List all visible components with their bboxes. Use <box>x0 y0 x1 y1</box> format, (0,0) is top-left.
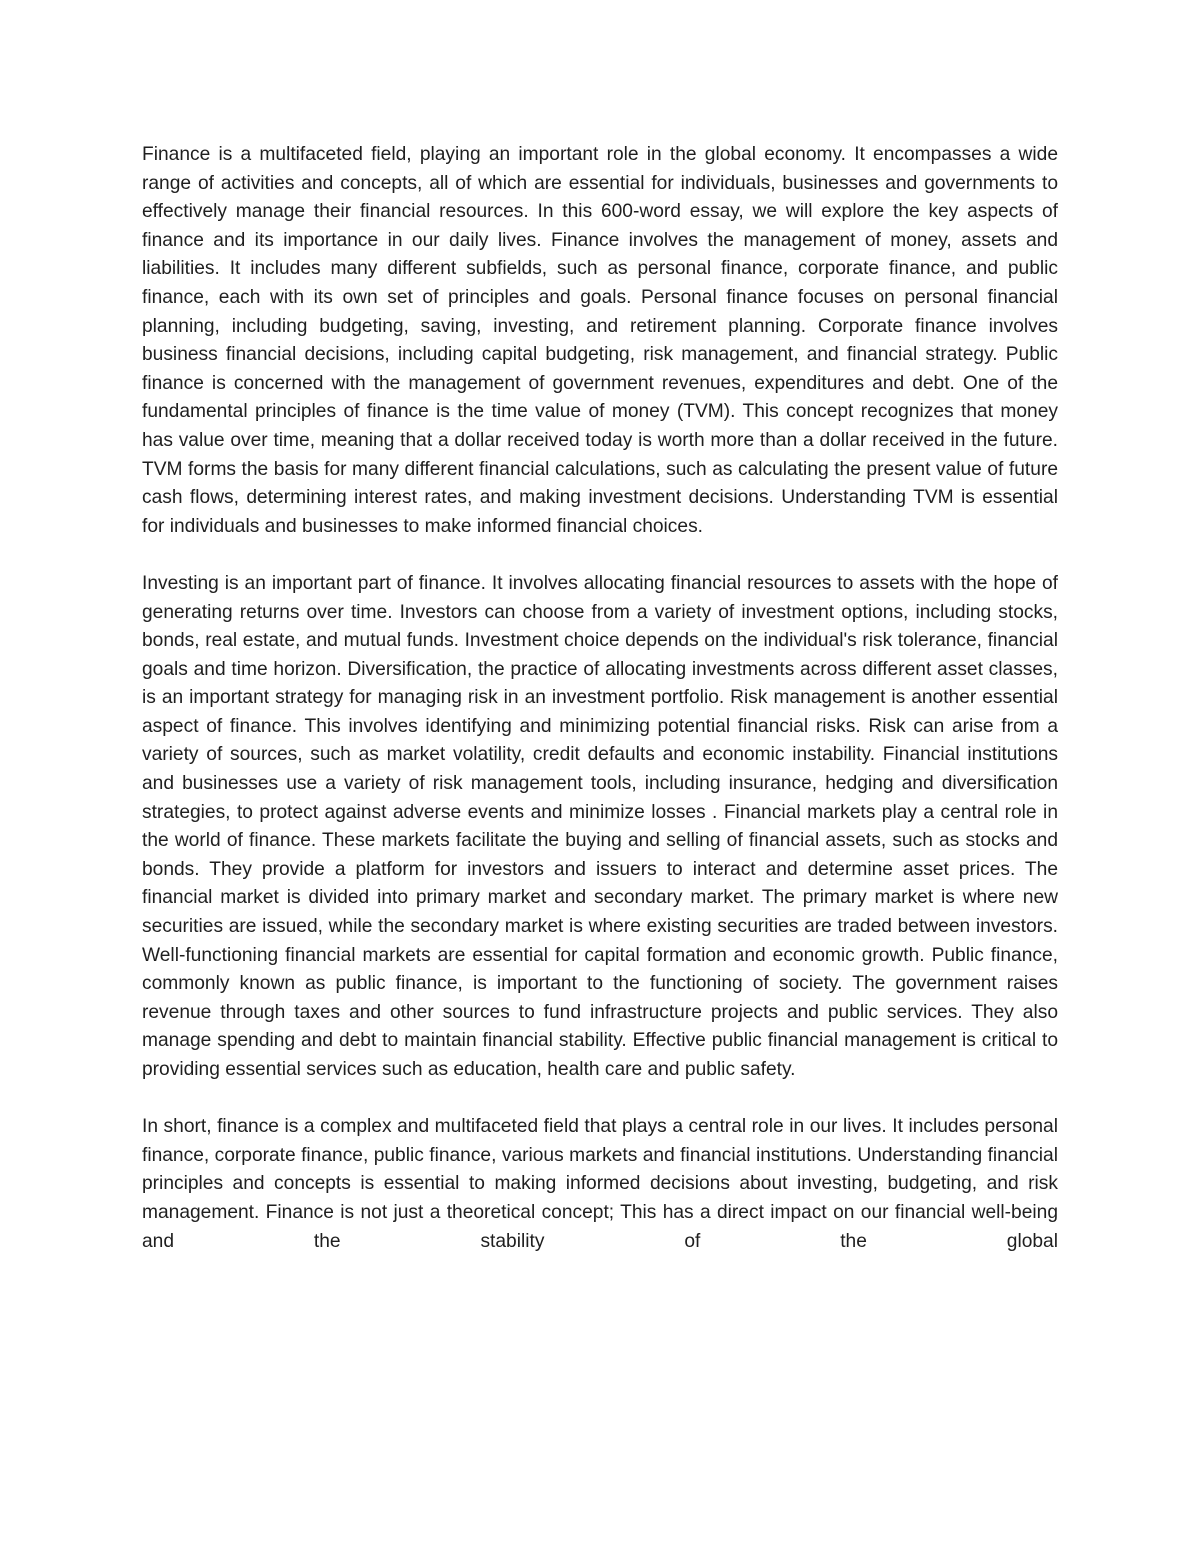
paragraph-investing: Investing is an important part of finance. It involves allocating financial resources to assets with the hope of generating returns over time. Investors can choose from a variety of investment options, including stocks, bonds, real estate, and mutual funds. Investment choice depends on the individual's risk tolerance, financial goals and time horizon. Diversification, the practice of allocating investments across different asset classes, is an important strategy for managing risk in an investment portfolio. Risk management is another essential aspect of finance. This involves identifying and minimizing potential financial risks. Risk can arise from a variety of sources, such as market volatility, credit defaults and economic instability. Financial institutions and businesses use a variety of risk management tools, including insurance, hedging and diversification strategies, to protect against adverse events and minimize losses . Financial markets play a central role in the world of finance. These markets facilitate the buying and selling of financial assets, such as stocks and bonds. They provide a platform for investors and issuers to interact and determine asset prices. The financial market is divided into primary market and secondary market. The primary market is where new securities are issued, while the secondary market is where existing securities are traded between investors. Well-functioning financial markets are essential for capital formation and economic growth. Public finance, commonly known as public finance, is important to the functioning of society. The government raises revenue through taxes and other sources to fund infrastructure projects and public services. They also manage spending and debt to maintain financial stability. Effective public financial management is critical to providing essential services such as education, health care and public safety. <box>142 572 1058 1080</box>
paragraph-conclusion: In short, finance is a complex and multifaceted field that plays a central role in our lives. It includes personal finance, corporate finance, public finance, various markets and financial institutions. Understanding financial principles and concepts is essential to making informed decisions about investing, budgeting, and risk management. Finance is not just a theoretical concept; This has a direct impact on our financial well-being and the stability of the global <box>142 1116 1058 1252</box>
document-body <box>142 141 1058 1256</box>
paragraph-intro: Finance is a multifaceted field, playing an important role in the global economy. It encompasses a wide range of activities and concepts, all of which are essential for individuals, businesses and governments to effectively manage their financial resources. In this 600-word essay, we will explore the key aspects of finance and its importance in our daily lives. Finance involves the management of money, assets and liabilities. It includes many different subfields, such as personal finance, corporate finance, and public finance, each with its own set of principles and goals. Personal finance focuses on personal financial planning, including budgeting, saving, investing, and retirement planning. Corporate finance involves business financial decisions, including capital budgeting, risk management, and financial strategy. Public finance is concerned with the management of government revenues, expenditures and debt. One of the fundamental principles of finance is the time value of money (TVM). This concept recognizes that money has value over time, meaning that a dollar received today is worth more than a dollar received in the future. TVM forms the basis for many different financial calculations, such as calculating the present value of future cash flows, determining interest rates, and making investment decisions. Understanding TVM is essential for individuals and businesses to make informed financial choices. <box>142 144 1058 537</box>
